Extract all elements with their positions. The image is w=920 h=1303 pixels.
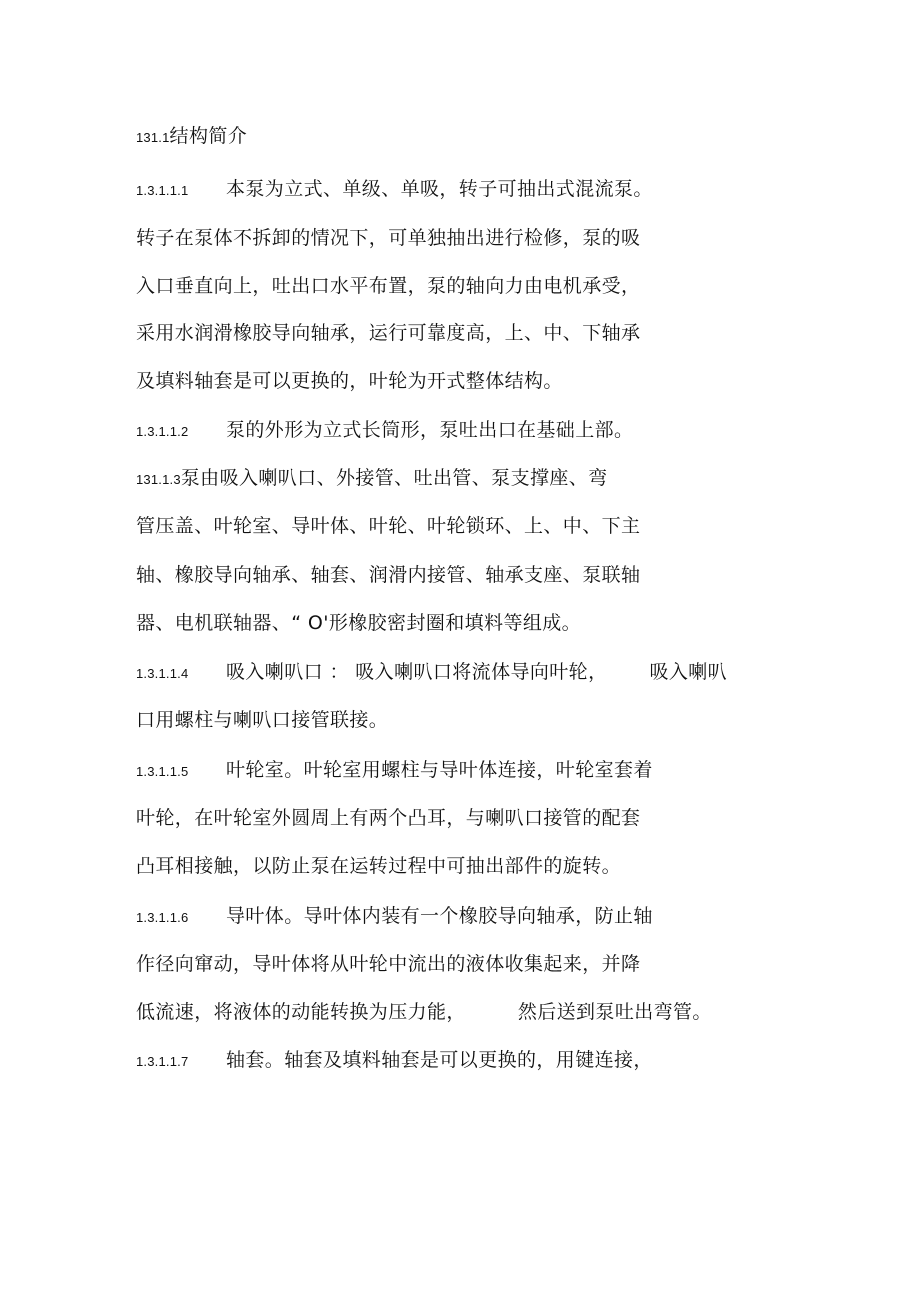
paragraph-line bbox=[136, 904, 653, 930]
item-number: 1.3.1.1.7 bbox=[136, 1054, 189, 1069]
paragraph-line bbox=[136, 466, 608, 492]
paragraph-line bbox=[136, 418, 633, 444]
paragraph-line bbox=[136, 660, 727, 686]
paragraph-text: 导叶体。导叶体内装有一个橡胶导向轴承，防止轴 bbox=[226, 905, 653, 927]
paragraph-text: 然后送到泵吐出弯管。 bbox=[517, 1001, 712, 1023]
paragraph-text: 低流速，将液体的动能转换为压力能， bbox=[136, 1001, 466, 1023]
paragraph-text: 轴、橡胶导向轴承、轴套、润滑内接管、轴承支座、泵联轴 bbox=[136, 564, 641, 586]
section-title: 结构简介 bbox=[169, 125, 248, 147]
item-number: 1.3.1.1.2 bbox=[136, 424, 189, 439]
section-number: 131.1 bbox=[136, 130, 170, 145]
paragraph-line bbox=[136, 226, 640, 250]
paragraph-line bbox=[136, 514, 640, 538]
paragraph-text: 入口垂直向上，吐出口水平布置，泵的轴向力由电机承受， bbox=[136, 275, 641, 297]
item-number: 1.3.1.1.1 bbox=[136, 183, 189, 198]
paragraph-text: 管压盖、叶轮室、导叶体、叶轮、叶轮锁环、上、中、下主 bbox=[136, 515, 641, 537]
paragraph-line bbox=[136, 758, 653, 784]
item-number: 1.3.1.1.5 bbox=[136, 764, 189, 779]
paragraph-line bbox=[136, 708, 388, 732]
paragraph-text: 口用螺柱与喇叭口接管联接。 bbox=[136, 709, 389, 731]
paragraph-text: 作径向窜动，导叶体将从叶轮中流出的液体收集起来，并降 bbox=[136, 953, 641, 975]
paragraph-text: 器、电机联轴器、“ O'形橡胶密封圈和填料等组成。 bbox=[136, 612, 582, 634]
paragraph-text: 轴套。轴套及填料轴套是可以更换的，用键连接， bbox=[226, 1049, 653, 1071]
paragraph-text: 采用水润滑橡胶导向轴承，运行可靠度高，上、中、下轴承 bbox=[136, 322, 641, 344]
paragraph-line bbox=[136, 611, 581, 635]
paragraph-line bbox=[136, 177, 653, 203]
paragraph-text: 叶轮，在叶轮室外圆周上有两个凸耳，与喇叭口接管的配套 bbox=[136, 807, 641, 829]
paragraph-line bbox=[136, 321, 640, 345]
paragraph-text: 泵由吸入喇叭口、外接管、吐出管、泵支撑座、弯 bbox=[180, 467, 608, 489]
paragraph-line bbox=[136, 1000, 712, 1024]
paragraph-line bbox=[136, 369, 563, 393]
paragraph-text: 本泵为立式、单级、单吸，转子可抽出式混流泵。 bbox=[226, 178, 653, 200]
paragraph-line bbox=[136, 1048, 653, 1074]
paragraph-text: 转子在泵体不拆卸的情况下，可单独抽出进行检修，泵的吸 bbox=[136, 227, 641, 249]
paragraph-text: 吸入喇叭口 ： 吸入喇叭口将流体导向叶轮， bbox=[226, 661, 608, 683]
paragraph-line bbox=[136, 952, 640, 976]
paragraph-text: 叶轮室。叶轮室用螺柱与导叶体连接，叶轮室套着 bbox=[226, 759, 653, 781]
item-number: 1.3.1.1.4 bbox=[136, 666, 189, 681]
paragraph-line bbox=[136, 806, 640, 830]
paragraph-line bbox=[136, 563, 640, 587]
paragraph-line bbox=[136, 274, 640, 298]
item-number: 1.3.1.1.6 bbox=[136, 910, 189, 925]
paragraph-text: 泵的外形为立式长筒形，泵吐出口在基础上部。 bbox=[226, 419, 634, 441]
paragraph-text: 吸入喇叭 bbox=[649, 661, 728, 683]
item-number: 131.1.3 bbox=[136, 472, 181, 487]
paragraph-line bbox=[136, 854, 621, 878]
section-heading bbox=[136, 124, 247, 150]
paragraph-text: 及填料轴套是可以更换的，叶轮为开式整体结构。 bbox=[136, 370, 563, 392]
paragraph-text: 凸耳相接触，以防止泵在运转过程中可抽出部件的旋转。 bbox=[136, 855, 622, 877]
